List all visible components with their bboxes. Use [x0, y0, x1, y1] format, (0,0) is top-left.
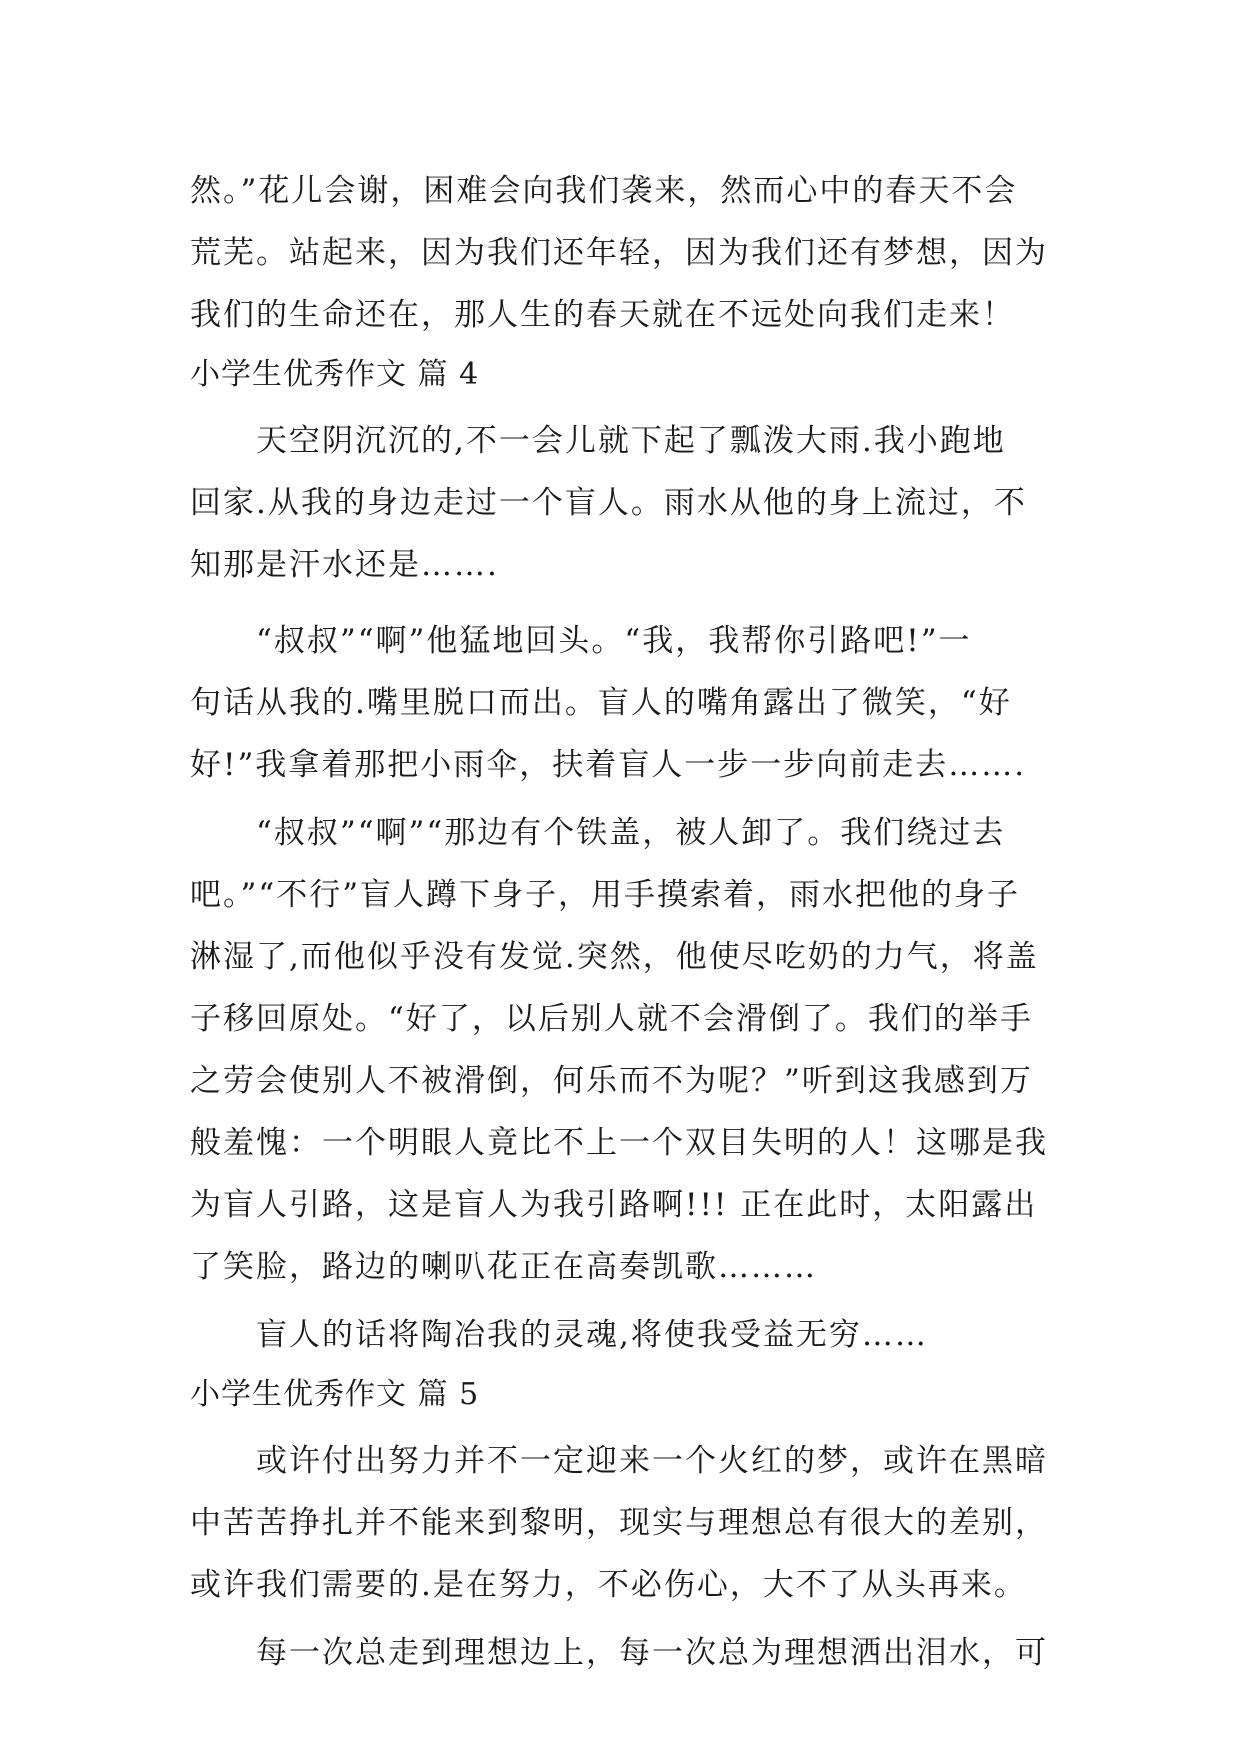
section4-paragraph-2 — [190, 610, 1070, 796]
text-line: 每一次总走到理想边上，每一次总为理想洒出泪水，可 — [190, 1635, 1048, 1671]
text-line: 或许我们需要的.是在努力，不必伤心，大不了从头再来。 — [190, 1567, 1027, 1603]
document-page — [190, 160, 1070, 1684]
section-heading-5: 小学生优秀作文 篇 5 — [190, 1377, 480, 1412]
section5-paragraph-1 — [190, 1430, 1070, 1616]
section4-paragraph-3 — [190, 802, 1070, 1298]
text-line: 淋湿了,而他似乎没有发觉.突然，他使尽吃奶的力气，将盖 — [190, 939, 1039, 975]
text-line: “叔叔”“啊”“那边有个铁盖，被人卸了。我们绕过去 — [190, 815, 1006, 851]
text-line: 句话从我的.嘴里脱口而出。盲人的嘴角露出了微笑，“好 — [190, 685, 1012, 721]
text-line: “叔叔”“啊”他猛地回头。“我，我帮你引路吧!”一 — [190, 623, 972, 659]
text-line: 天空阴沉沉的,不一会儿就下起了瓢泼大雨.我小跑地 — [190, 423, 1006, 459]
section-heading-4: 小学生优秀作文 篇 4 — [190, 357, 480, 392]
text-line: 吧。”“不行”盲人蹲下身子，用手摸索着，雨水把他的身子 — [190, 877, 1021, 913]
section4-paragraph-4 — [190, 1304, 1070, 1366]
text-line: 盲人的话将陶冶我的灵魂,将使我受益无穷…… — [190, 1317, 928, 1353]
text-line: 子移回原处。“好了，以后别人就不会滑倒了。我们的举手 — [190, 1001, 1033, 1037]
text-line: 我们的生命还在，那人生的春天就在不远处向我们走来！ — [190, 297, 1015, 333]
text-line: 般羞愧：一个明眼人竟比不上一个双目失明的人！这哪是我 — [190, 1125, 1048, 1161]
text-line: 回家.从我的身边走过一个盲人。雨水从他的身上流过，不 — [190, 485, 1027, 521]
text-line: 然。”花儿会谢，困难会向我们袭来，然而心中的春天不会 — [190, 173, 1018, 209]
text-line: 荒芜。站起来，因为我们还年轻，因为我们还有梦想，因为 — [190, 235, 1048, 271]
intro-paragraph — [190, 160, 1070, 346]
section5-paragraph-2 — [190, 1622, 1070, 1684]
text-line: 了笑脸，路边的喇叭花正在高奏凯歌……… — [190, 1249, 817, 1285]
text-line: 中苦苦挣扎并不能来到黎明，现实与理想总有很大的差别， — [190, 1505, 1048, 1541]
text-line: 为盲人引路，这是盲人为我引路啊!!! 正在此时，太阳露出 — [190, 1187, 1038, 1223]
text-line: 之劳会使别人不被滑倒，何乐而不为呢？”听到这我感到万 — [190, 1063, 1033, 1099]
text-line: 好!”我拿着那把小雨伞，扶着盲人一步一步向前走去……. — [190, 747, 1027, 783]
text-line: 或许付出努力并不一定迎来一个火红的梦，或许在黑暗 — [190, 1443, 1048, 1479]
text-line: 知那是汗水还是……. — [190, 547, 499, 583]
section4-paragraph-1 — [190, 410, 1070, 596]
